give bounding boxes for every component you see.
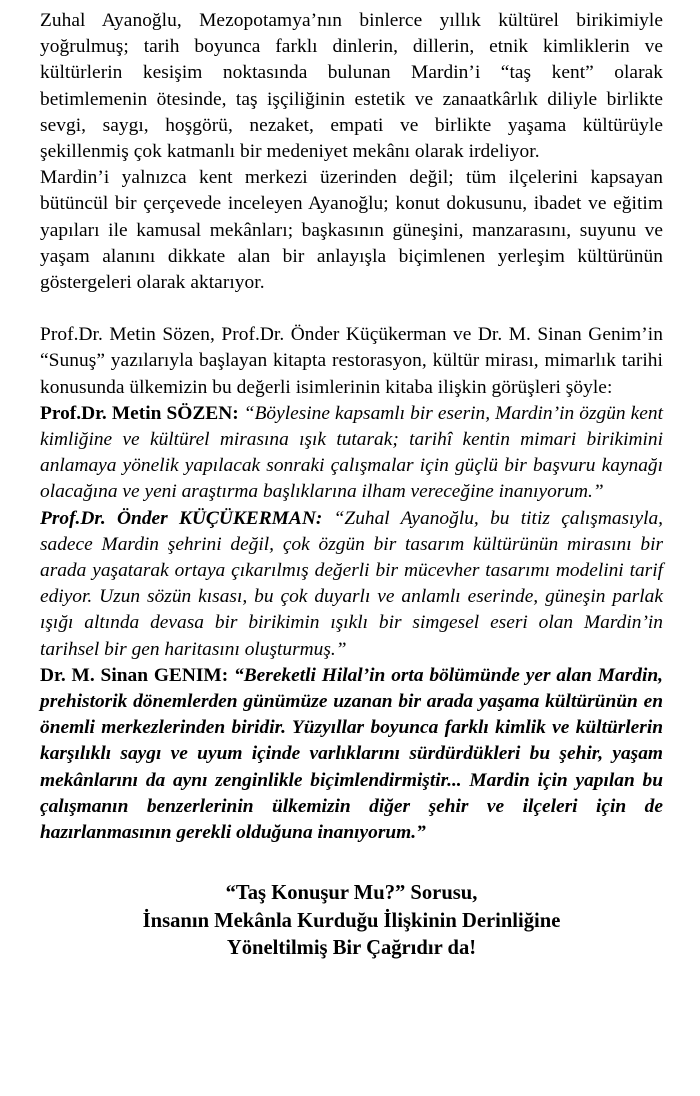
quote-text-genim: “Bereketli Hilal’in orta bölümünde yer alan Mardin, prehistorik dönemlerden günümüze uzanan bir arada yaşama kültürünün en önemli merkezlerinden biridir. Yüzyıllar boyunca farklı kimlik ve kültürlerin karşılıklı saygı ve uyum içinde varlıklarını sürdürdükleri bu şehir, yaşam mekânlarını da aynı zenginlikle biçimlendirmiştir... Mardin için yapılan bu çalışmanın benzerlerinin ülkemizin diğer şehir ve ilçeleri için de hazırlanmasının gerekli olduğuna inanıyorum.” <box>40 664 663 844</box>
closing-heading <box>40 880 663 963</box>
quote-block-genim <box>40 663 663 846</box>
quote-speaker-kucukerman: Prof.Dr. Önder KÜÇÜKERMAN: <box>40 507 323 529</box>
quote-text-kucukerman: “Zuhal Ayanoğlu, bu titiz çalışmasıyla, sadece Mardin şehrini değil, çok özgün bir tasarım kültürünün mirasını bir arada yaşatarak ortaya çıkarılmış değerli bir mücevher tasarımı modelini tarif ediyor. Uzun sözün kısası, bu çok duyarlı ve anlamlı eserinde, güneşin parlak ışığı altında devasa bir birikimin ışıklı bir simgesel eseri olan Mardin’in tarihsel bir gen haritasını oluşturmuş.” <box>40 507 663 660</box>
closing-heading-line-1: “Taş Konuşur Mu?” Sorusu, <box>225 882 478 905</box>
quote-text-sozen: “Böylesine kapsamlı bir eserin, Mardin’in özgün kent kimliğine ve kültürel mirasına ışık tutarak; tarihî kentin mimari birikimini anlamaya yönelik yapılacak sonraki çalışmalar için güçlü bir başvuru kaynağı olacağına ve yeni araştırma başlıklarına ilham vereceğine inanıyorum.” <box>40 402 663 503</box>
quote-speaker-sozen: Prof.Dr. Metin SÖZEN: <box>40 402 239 424</box>
paragraph-1: Zuhal Ayanoğlu, Mezopotamya’nın binlerce yıllık kültürel birikimiyle yoğrulmuş; tarih boyunca farklı dinlerin, dillerin, etnik kimliklerin ve kültürlerin kesişim noktasında bulunan Mardin’i “taş kent” olarak betimlemenin ötesinde, taş işçiliğinin estetik ve zanaatkârlık diliyle birlikte sevgi, saygı, hoşgörü, nezaket, empati ve birlikte yaşama kültürüyle şekillenmiş çok katmanlı bir medeniyet mekânı olarak irdeliyor. <box>40 10 663 163</box>
paragraph-3: Prof.Dr. Metin Sözen, Prof.Dr. Önder Küçükerman ve Dr. M. Sinan Genim’in “Sunuş” yazılarıyla başlayan kitapta restorasyon, kültür mirası, mimarlık tarihi konusunda ülkemizin bu değerli isimlerinin kitaba ilişkin görüşleri şöyle: <box>40 324 663 398</box>
quote-block-sozen <box>40 401 663 506</box>
closing-heading-spacer <box>40 846 663 872</box>
quote-speaker-genim: Dr. M. Sinan GENIM: <box>40 664 229 686</box>
closing-heading-line-3: Yöneltilmiş Bir Çağrıdır da! <box>226 937 477 960</box>
closing-heading-spacer-small <box>40 872 663 880</box>
paragraph-spacer-1 <box>40 296 663 322</box>
quote-block-kucukerman <box>40 506 663 663</box>
paragraph-2: Mardin’i yalnızca kent merkezi üzerinden değil; tüm ilçelerini kapsayan bütüncül bir çerçevede inceleyen Ayanoğlu; konut dokusunu, ibadet ve eğitim yapıları ile kamusal mekânları; başkasının güneşini, manzarasını, suyunu ve yaşam alanını dikkate alan bir anlayışla biçimlenen yerleşim kültürünün göstergeleri olarak aktarıyor. <box>40 167 663 294</box>
closing-heading-line-2: İnsanın Mekânla Kurduğu İlişkinin Derinliğine <box>142 909 561 932</box>
